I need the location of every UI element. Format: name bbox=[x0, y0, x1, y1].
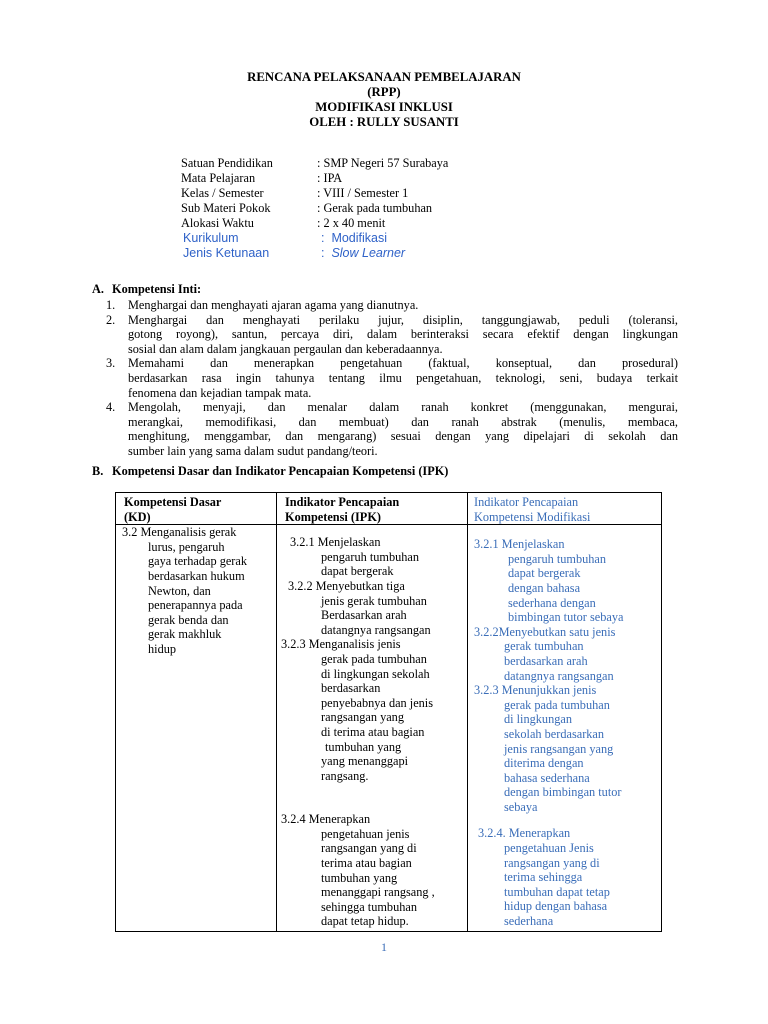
page-number: 1 bbox=[381, 940, 387, 954]
identity-row: Alokasi Waktu : 2 x 40 menit bbox=[181, 216, 386, 230]
list-item: 1. Menghargai dan menghayati ajaran agama yang dianutnya. bbox=[106, 298, 419, 312]
identity-row-kurikulum: Kurikulum : Modifikasi bbox=[183, 231, 388, 245]
header-ipk-modifikasi: Indikator Pencapaian Kompetensi Modifikasi bbox=[468, 493, 662, 525]
list-item: 3. Memahami dan menerapkan pengetahuan (faktual, konseptual, dan prosedural) berdasarkan rasa ingin tahunya tentang ilmu pengetahuan, teknologi, seni, budaya terkait fenomena dan kejadian tampak mata. bbox=[106, 356, 678, 400]
header-ipk: Indikator Pencapaian Kompetensi (IPK) bbox=[277, 493, 468, 525]
section-a-heading: A. Kompetensi Inti: bbox=[92, 282, 202, 296]
ipk-modifikasi-cell: 3.2.1 Menjelaskan pengaruh tumbuhan dapat bergerak dengan bahasa sederhana dengan bimbingan tutor sebaya 3.2.2Menyebutkan satu jenis gerak tumbuhan berdasarkan arah datangnya rangsangan 3.2.3 Menunjukkan jenis gerak pada tumbuhan di lingkungan sekolah berdasarkan jenis rangsangan yang diterima dengan bahasa sederhana dengan bimbingan tutor sebaya 3.2.4. Menerapkan pengetahuan Jenis rangsangan yang di terima sehingga tumbuhan dapat tetap hidup dengan bahasa sederhana bbox=[468, 525, 662, 932]
kompetensi-inti-list bbox=[106, 298, 678, 459]
title-line-4: OLEH : RULLY SUSANTI bbox=[309, 115, 459, 129]
list-item: 4. Mengolah, menyaji, dan menalar dalam ranah konkret (menggunakan, mengurai, merangkai, memodifikasi, dan membuat) dan ranah abstrak (menulis, membaca, menghitung, menggambar, dan mengarang) sesuai dengan yang dipelajari di sekolah dan sumber lain yang sama dalam sudut pandang/teori. bbox=[106, 400, 678, 458]
identity-row-ketunaan: Jenis Ketunaan : Slow Learner bbox=[183, 246, 406, 260]
document-title bbox=[0, 70, 768, 130]
section-b-heading: B. Kompetensi Dasar dan Indikator Pencapaian Kompetensi (IPK) bbox=[92, 464, 449, 478]
kd-cell: 3.2 Menganalisis gerak lurus, pengaruh gaya terhadap gerak berdasarkan hukum Newton, dan penerapannya pada gerak benda dan gerak makhluk hidup bbox=[116, 525, 277, 932]
title-line-2: (RPP) bbox=[367, 85, 401, 99]
kd-ipk-table bbox=[115, 492, 662, 932]
identity-row: Satuan Pendidikan : SMP Negeri 57 Surabaya bbox=[181, 156, 449, 170]
header-kd: Kompetensi Dasar (KD) bbox=[116, 493, 277, 525]
title-line-3: MODIFIKASI INKLUSI bbox=[315, 100, 453, 114]
identity-row: Mata Pelajaran : IPA bbox=[181, 171, 343, 185]
table-header-row bbox=[116, 493, 662, 525]
list-item: 2. Menghargai dan menghayati perilaku jujur, disiplin, tanggungjawab, peduli (toleransi, gotong royong), santun, percaya diri, dalam berinteraksi secara efektif dengan lingkungan sosial dan alam dalam jangkauan pergaulan dan keberadaannya. bbox=[106, 312, 678, 356]
identity-row: Kelas / Semester : VIII / Semester 1 bbox=[181, 186, 409, 200]
identity-block bbox=[181, 156, 448, 261]
table-row bbox=[116, 525, 662, 932]
identity-row: Sub Materi Pokok : Gerak pada tumbuhan bbox=[181, 201, 433, 215]
ipk-cell: 3.2.1 Menjelaskan pengaruh tumbuhan dapat bergerak 3.2.2 Menyebutkan tiga jenis gerak tumbuhan Berdasarkan arah datangnya rangsangan 3.2.3 Menganalisis jenis gerak pada tumbuhan di lingkungan sekolah berdasarkan penyebabnya dan jenis rangsangan yang di terima atau bagian tumbuhan yang yang menanggapi rangsang. 3.2.4 Menerapkan pengetahuan jenis rangsangan yang di terima atau bagian tumbuhan yang menanggapi rangsang , sehingga tumbuhan dapat tetap hidup. bbox=[277, 525, 468, 932]
title-line-1: RENCANA PELAKSANAAN PEMBELAJARAN bbox=[247, 70, 521, 84]
